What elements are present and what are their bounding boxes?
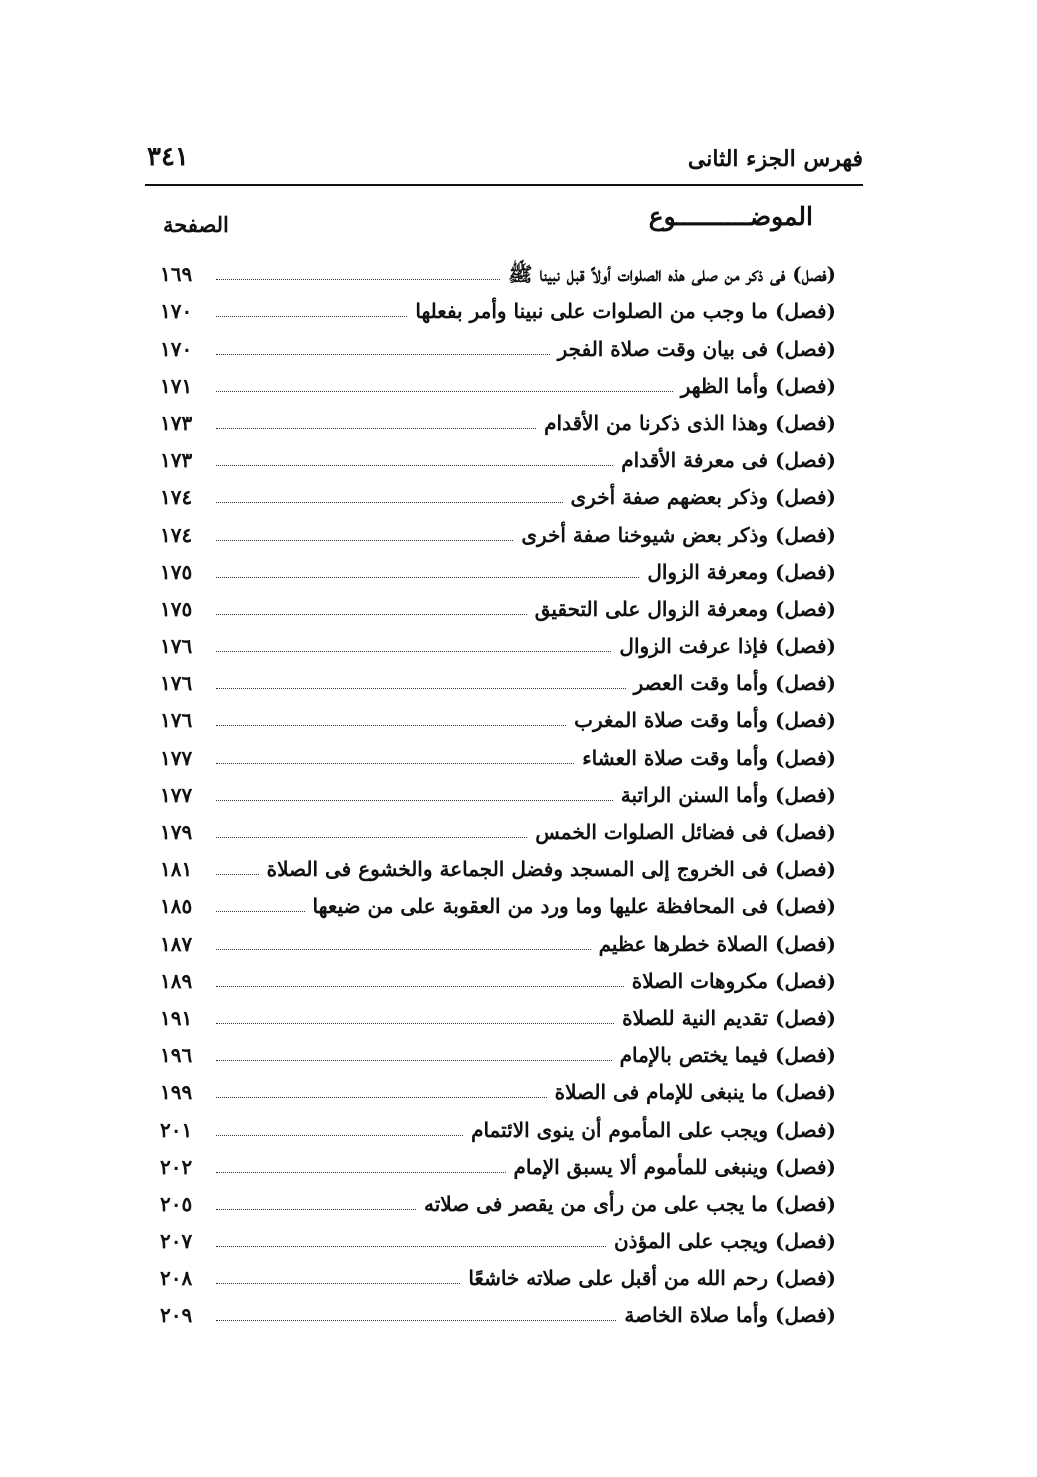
- toc-entry-title: (فصل) وأما وقت صلاة العشاء: [582, 745, 836, 770]
- toc-entry: [160, 811, 836, 848]
- toc-entry-title: (فصل) فى فضائل الصلوات الخمس: [535, 820, 836, 844]
- toc-entry-page: ١٦٩: [160, 262, 193, 287]
- toc-entry-page: ٢٠٥: [160, 1191, 193, 1216]
- toc-entry-title: (فصل) ويجب على المؤذن: [613, 1229, 836, 1254]
- toc-entry-title: (فصل) فى معرفة الأقدام: [621, 448, 836, 473]
- page-number: ٣٤١: [147, 142, 189, 172]
- dot-leader: [216, 278, 500, 280]
- toc-entry: [160, 551, 836, 588]
- table-of-contents: [160, 253, 836, 1331]
- toc-entry: [160, 1183, 836, 1220]
- toc-entry-page: ١٧١: [160, 373, 193, 398]
- dot-leader: [216, 1096, 547, 1098]
- dot-leader: [216, 1319, 616, 1321]
- toc-entry: [160, 327, 836, 364]
- toc-entry: [160, 662, 836, 699]
- toc-entry-title: (فصل) فى ذكر من صلى هذه الصلوات أولاً قبل نبينا ﷺ: [508, 262, 836, 287]
- dot-leader: [216, 1059, 612, 1061]
- dot-leader: [216, 1245, 606, 1247]
- toc-entry-title: (فصل) مكروهات الصلاة: [631, 968, 836, 993]
- dot-leader: [216, 390, 673, 392]
- toc-entry: [160, 402, 836, 439]
- toc-entry: [160, 1257, 836, 1294]
- toc-entry: [160, 625, 836, 662]
- toc-entry: [160, 1294, 836, 1331]
- dot-leader: [216, 650, 611, 652]
- column-headings: [145, 200, 863, 246]
- toc-entry-page: ١٧٥: [160, 559, 193, 584]
- toc-entry-page: ١٩١: [160, 1005, 193, 1030]
- dot-leader: [216, 873, 259, 875]
- toc-entry: [160, 1220, 836, 1257]
- toc-entry-title: (فصل) فى المحافظة عليها وما ورد من العقوبة على من ضيعها: [312, 894, 836, 919]
- toc-entry-page: ١٨١: [160, 857, 193, 882]
- toc-entry-title: (فصل) وأما الظهر: [680, 373, 836, 398]
- toc-entry-title: (فصل) وينبغى للمأموم ألا يسبق الإمام: [513, 1154, 836, 1179]
- dot-leader: [216, 724, 566, 726]
- toc-entry-page: ١٩٦: [160, 1043, 193, 1068]
- toc-entry: [160, 588, 836, 625]
- toc-entry-page: ١٧٦: [160, 634, 193, 659]
- dot-leader: [216, 948, 591, 950]
- toc-entry: [160, 997, 836, 1034]
- dot-leader: [216, 762, 574, 764]
- toc-entry-page: ١٨٧: [160, 931, 193, 956]
- toc-entry: [160, 699, 836, 736]
- toc-entry-page: ٢٠٨: [160, 1266, 193, 1291]
- toc-entry-page: ١٧٠: [160, 336, 193, 361]
- toc-entry-page: ٢٠١: [160, 1117, 193, 1142]
- toc-entry-page: ١٧٧: [160, 745, 193, 770]
- toc-entry-title: (فصل) وذكر بعض شيوخنا صفة أخرى: [521, 522, 836, 547]
- toc-entry-title: (فصل) رحم الله من أقبل على صلاته خاشعًا: [468, 1266, 836, 1291]
- dot-leader: [216, 613, 527, 615]
- toc-entry-page: ١٨٩: [160, 968, 193, 993]
- toc-entry-page: ١٧٦: [160, 671, 193, 696]
- toc-entry-title: (فصل) ما ينبغى للإمام فى الصلاة: [554, 1080, 836, 1105]
- toc-entry: [160, 439, 836, 476]
- toc-entry: [160, 960, 836, 997]
- toc-entry-title: (فصل) ومعرفة الزوال على التحقيق: [534, 596, 836, 621]
- toc-entry-title: (فصل) تقديم النية للصلاة: [622, 1005, 836, 1030]
- toc-entry-page: ٢٠٢: [160, 1154, 193, 1179]
- toc-entry-title: (فصل) وأما السنن الراتبة: [620, 782, 836, 807]
- dot-leader: [216, 687, 626, 689]
- topic-column-heading: الموضــــــــــوع: [648, 202, 813, 231]
- dot-leader: [216, 1171, 506, 1173]
- toc-entry-page: ١٧٥: [160, 596, 193, 621]
- dot-leader: [216, 353, 550, 355]
- running-title: فهرس الجزء الثانى: [687, 146, 863, 172]
- toc-entry-title: (فصل) فى الخروج إلى المسجد وفضل الجماعة والخشوع فى الصلاة: [266, 857, 836, 882]
- dot-leader: [216, 985, 624, 987]
- toc-entry-page: ١٨٥: [160, 894, 193, 919]
- toc-entry-title: (فصل) وذكر بعضهم صفة أخرى: [570, 485, 836, 510]
- toc-entry: [160, 365, 836, 402]
- toc-entry-page: ١٧٤: [160, 522, 193, 547]
- dot-leader: [216, 464, 613, 466]
- page-column-heading: الصفحة: [163, 212, 229, 237]
- toc-entry: [160, 513, 836, 550]
- toc-entry-page: ١٩٩: [160, 1080, 193, 1105]
- toc-entry-title: (فصل) وأما صلاة الخاصة: [624, 1303, 836, 1328]
- toc-entry: [160, 253, 836, 290]
- dot-leader: [216, 799, 613, 801]
- toc-entry: [160, 290, 836, 327]
- dot-leader: [216, 1134, 463, 1136]
- toc-entry-page: ١٧٦: [160, 708, 193, 733]
- toc-entry-title: (فصل) فى بيان وقت صلاة الفجر: [557, 336, 836, 361]
- toc-entry-page: ١٧٣: [160, 448, 193, 473]
- toc-entry: [160, 848, 836, 885]
- toc-entry-page: ١٧٩: [160, 820, 193, 844]
- toc-entry-title: (فصل) وهذا الذى ذكرنا من الأقدام: [544, 410, 836, 435]
- dot-leader: [216, 539, 513, 541]
- toc-entry: [160, 1034, 836, 1071]
- dot-leader: [216, 315, 407, 317]
- toc-entry: [160, 1108, 836, 1145]
- toc-entry-title: (فصل) فإذا عرفت الزوال: [619, 634, 836, 659]
- toc-entry-page: ١٧٤: [160, 485, 193, 510]
- toc-entry-page: ١٧٠: [160, 299, 193, 324]
- toc-entry: [160, 1071, 836, 1108]
- toc-entry-title: (فصل) ومعرفة الزوال: [647, 559, 836, 584]
- dot-leader: [216, 836, 527, 838]
- page-header: [145, 140, 863, 186]
- toc-entry-title: (فصل) الصلاة خطرها عظيم: [598, 931, 836, 956]
- toc-entry-page: ١٧٣: [160, 410, 193, 435]
- dot-leader: [216, 910, 305, 912]
- dot-leader: [216, 427, 536, 429]
- toc-entry-title: (فصل) ما يجب على من رأى من يقصر فى صلاته: [423, 1191, 836, 1216]
- toc-entry-title: (فصل) ويجب على المأموم أن ينوى الائتمام: [471, 1117, 836, 1142]
- toc-entry: [160, 922, 836, 959]
- dot-leader: [216, 576, 639, 578]
- dot-leader: [216, 501, 563, 503]
- dot-leader: [216, 1282, 460, 1284]
- toc-entry: [160, 885, 836, 922]
- toc-entry-title: (فصل) وأما وقت العصر: [633, 671, 836, 696]
- toc-entry-page: ٢٠٩: [160, 1303, 193, 1328]
- toc-entry-title: (فصل) ما وجب من الصلوات على نبينا وأمر بفعلها: [415, 299, 836, 324]
- toc-entry-title: (فصل) وأما وقت صلاة المغرب: [574, 708, 836, 733]
- toc-entry-title: (فصل) فيما يختص بالإمام: [619, 1043, 836, 1068]
- toc-entry: [160, 774, 836, 811]
- dot-leader: [216, 1208, 416, 1210]
- toc-entry: [160, 1146, 836, 1183]
- toc-entry-page: ١٧٧: [160, 782, 193, 807]
- toc-entry-page: ٢٠٧: [160, 1229, 193, 1254]
- dot-leader: [216, 1022, 614, 1024]
- toc-entry: [160, 736, 836, 773]
- toc-entry: [160, 476, 836, 513]
